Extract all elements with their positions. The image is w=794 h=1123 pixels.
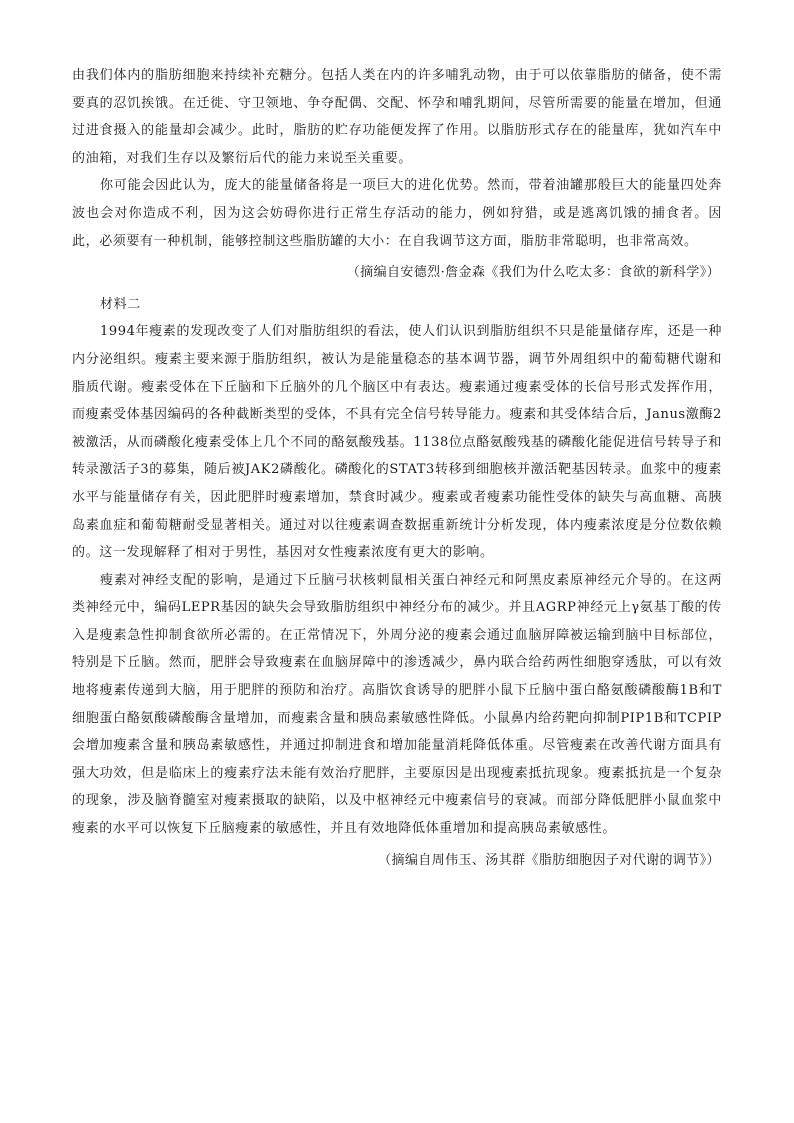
material-2-heading: 材料二: [100, 296, 141, 312]
paragraph-leptin-neural: 瘦素对神经支配的影响，是通过下丘脑弓状核刺鼠相关蛋白神经元和阿黑皮素原神经元介导的。在这两类神经元中，编码LEPR基因的缺失会导致脂肪组织中神经分布的减少。并且AGRP神经元上γ氨基丁酸的传入是瘦素急性抑制食欲所必需的。在正常情况下，外周分泌的瘦素会通过血脑屏障被运输到脑中目标部位，特别是下丘脑。然而，肥胖会导致瘦素在血脑屏障中的渗透减少，鼻内联合给药两性细胞穿透肽，可以有效地将瘦素传递到大脑，用于肥胖的预防和治疗。高脂饮食诱导的肥胖小鼠下丘脑中蛋白酪氨酸磷酸酶1B和T细胞蛋白酪氨酸磷酸酶含量增加，而瘦素含量和胰岛素敏感性降低。小鼠鼻内给药靶向抑制PIP1B和TCPIP会增加瘦素含量和胰岛素敏感性，并通过抑制进食和增加能量消耗降低体重。尽管瘦素在改善代谢方面具有强大功效，但是临床上的瘦素疗法未能有效治疗肥胖，主要原因是出现瘦素抵抗现象。瘦素抵抗是一个复杂的现象，涉及脑脊髓室对瘦素摄取的缺陷，以及中枢神经元中瘦素信号的衰减。而部分降低肥胖小鼠血浆中瘦素的水平可以恢复下丘脑瘦素的敏感性，并且有效地降低体重增加和提高胰岛素敏感性。: [72, 572, 722, 837]
document-page: [72, 62, 722, 878]
source-citation-1: （摘编自安德烈·詹金森《我们为什么吃太多：食欲的新科学》）: [346, 265, 720, 281]
paragraph-continuation: 由我们体内的脂肪细胞来持续补充糖分。包括人类在内的许多哺乳动物，由于可以依靠脂肪的储备，使不需要真的忍饥挨饿。在迁徙、守卫领地、争夺配偶、交配、怀孕和哺乳期间，尽管所需要的能量在增加，但通过进食摄入的能量却会减少。此时，脂肪的贮存功能便发挥了作用。以脂肪形式存在的能量库，犹如汽车中的油箱，对我们生存以及繁衍后代的能力来说至关重要。: [72, 68, 722, 166]
paragraph-energy-reserve: 你可能会因此认为，庞大的能量储备将是一项巨大的进化优势。然而，带着油罐那般巨大的能量四处奔波也会对你造成不利，因为这会妨碍你进行正常生存活动的能力，例如狩猎，或是逃离饥饿的捕食者。因此，必须要有一种机制，能够控制这些脂肪罐的大小：在自我调节这方面，脂肪非常聪明，也非常高效。: [72, 178, 722, 249]
paragraph-leptin-discovery: 1994年瘦素的发现改变了人们对脂肪组织的看法，使人们认识到脂肪组织不只是能量储存库，还是一种内分泌组织。瘦素主要来源于脂肪组织，被认为是能量稳态的基本调节器，调节外周组织中的葡萄糖代谢和脂质代谢。瘦素受体在下丘脑和下丘脑外的几个脑区中有表达。瘦素通过瘦素受体的长信号形式发挥作用，而瘦素受体基因编码的各种截断类型的受体，不具有完全信号转导能力。瘦素和其受体结合后，Janus激酶2被激活，从而磷酸化瘦素受体上几个不同的酪氨酸残基。1138位点酪氨酸残基的磷酸化能促进信号转导子和转录激活子3的募集，随后被JAK2磷酸化。磷酸化的STAT3转移到细胞核并激活靶基因转录。血浆中的瘦素水平与能量储存有关，因此肥胖时瘦素增加，禁食时减少。瘦素或者瘦素功能性受体的缺失与高血糖、高胰岛素血症和葡萄糖耐受显著相关。通过对以往瘦素调查数据重新统计分析发现，体内瘦素浓度是分位数依赖的。这一发现解释了相对于男性，基因对女性瘦素浓度有更大的影响。: [72, 324, 722, 561]
source-citation-2: （摘编自周伟玉、汤其群《脂肪细胞因子对代谢的调节》）: [378, 852, 720, 868]
